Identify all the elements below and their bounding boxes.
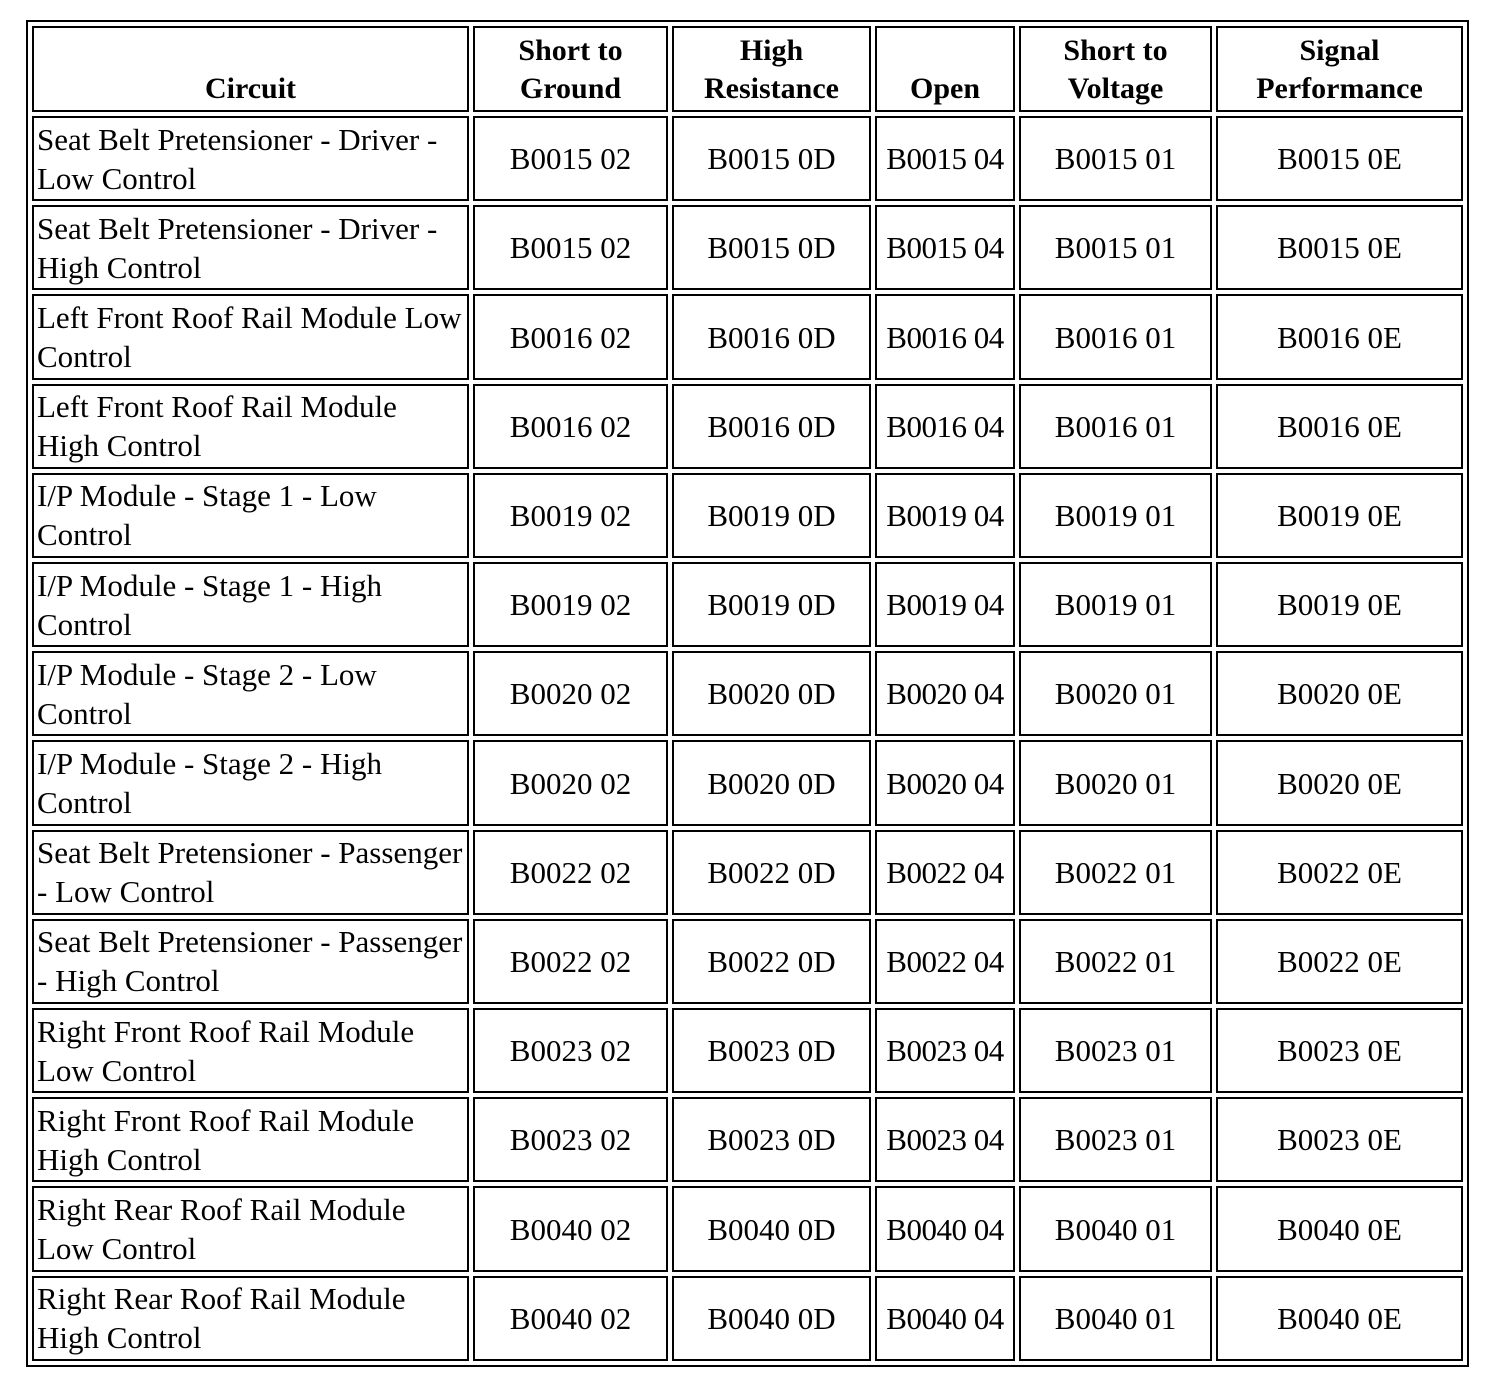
cell-signal-performance: B0023 0E [1216, 1097, 1463, 1182]
cell-signal-performance: B0022 0E [1216, 830, 1463, 915]
cell-high-resistance: B0023 0D [672, 1008, 871, 1093]
cell-short-to-voltage: B0016 01 [1019, 294, 1212, 379]
cell-high-resistance: B0022 0D [672, 919, 871, 1004]
dtc-table [28, 22, 1467, 1365]
cell-open: B0023 04 [875, 1008, 1015, 1093]
table-row [32, 651, 1463, 736]
cell-short-to-ground: B0040 02 [473, 1276, 668, 1361]
cell-short-to-voltage: B0019 01 [1019, 473, 1212, 558]
header-short-to-voltage [1019, 26, 1212, 112]
cell-short-to-ground: B0015 02 [473, 116, 668, 201]
cell-open: B0016 04 [875, 384, 1015, 469]
cell-open: B0040 04 [875, 1186, 1015, 1271]
table-row [32, 116, 1463, 201]
cell-short-to-voltage: B0023 01 [1019, 1097, 1212, 1182]
cell-short-to-voltage: B0016 01 [1019, 384, 1212, 469]
table-row [32, 473, 1463, 558]
cell-signal-performance: B0040 0E [1216, 1276, 1463, 1361]
cell-high-resistance: B0015 0D [672, 205, 871, 290]
cell-short-to-ground: B0016 02 [473, 384, 668, 469]
cell-signal-performance: B0023 0E [1216, 1008, 1463, 1093]
cell-high-resistance: B0020 0D [672, 651, 871, 736]
table-row [32, 740, 1463, 825]
header-short-to-ground-line1: Short to [518, 34, 623, 67]
cell-circuit: Right Rear Roof Rail Module High Control [32, 1276, 469, 1361]
dtc-table-container [26, 20, 1469, 1367]
header-signal-performance-line2: Performance [1256, 72, 1423, 105]
cell-signal-performance: B0015 0E [1216, 205, 1463, 290]
cell-open: B0015 04 [875, 205, 1015, 290]
cell-signal-performance: B0019 0E [1216, 562, 1463, 647]
header-short-to-ground-line2: Ground [519, 72, 622, 105]
cell-short-to-ground: B0022 02 [473, 919, 668, 1004]
cell-short-to-ground: B0022 02 [473, 830, 668, 915]
header-circuit-label: Circuit [204, 72, 297, 105]
cell-circuit: Right Front Roof Rail Module Low Control [32, 1008, 469, 1093]
cell-short-to-voltage: B0020 01 [1019, 740, 1212, 825]
header-circuit [32, 26, 469, 112]
cell-high-resistance: B0015 0D [672, 116, 871, 201]
header-high-resistance [672, 26, 871, 112]
cell-circuit: Left Front Roof Rail Module High Control [32, 384, 469, 469]
cell-circuit: I/P Module - Stage 2 - High Control [32, 740, 469, 825]
table-row [32, 830, 1463, 915]
cell-open: B0019 04 [875, 562, 1015, 647]
cell-open: B0040 04 [875, 1276, 1015, 1361]
cell-short-to-voltage: B0019 01 [1019, 562, 1212, 647]
table-body [32, 116, 1463, 1361]
cell-open: B0022 04 [875, 830, 1015, 915]
cell-high-resistance: B0016 0D [672, 384, 871, 469]
table-row [32, 294, 1463, 379]
cell-short-to-voltage: B0040 01 [1019, 1276, 1212, 1361]
cell-short-to-voltage: B0022 01 [1019, 830, 1212, 915]
header-open-label: Open [909, 72, 981, 105]
header-signal-performance [1216, 26, 1463, 112]
cell-high-resistance: B0022 0D [672, 830, 871, 915]
cell-short-to-ground: B0023 02 [473, 1097, 668, 1182]
cell-short-to-ground: B0020 02 [473, 651, 668, 736]
cell-short-to-voltage: B0015 01 [1019, 116, 1212, 201]
cell-signal-performance: B0040 0E [1216, 1186, 1463, 1271]
cell-high-resistance: B0019 0D [672, 473, 871, 558]
cell-short-to-ground: B0015 02 [473, 205, 668, 290]
cell-signal-performance: B0016 0E [1216, 384, 1463, 469]
table-row [32, 1097, 1463, 1182]
table-row [32, 205, 1463, 290]
cell-high-resistance: B0020 0D [672, 740, 871, 825]
header-row [32, 26, 1463, 112]
cell-circuit: I/P Module - Stage 1 - High Control [32, 562, 469, 647]
cell-signal-performance: B0019 0E [1216, 473, 1463, 558]
table-row [32, 1186, 1463, 1271]
cell-short-to-voltage: B0040 01 [1019, 1186, 1212, 1271]
cell-circuit: Seat Belt Pretensioner - Driver - High Control [32, 205, 469, 290]
cell-short-to-ground: B0019 02 [473, 473, 668, 558]
cell-circuit: Seat Belt Pretensioner - Driver - Low Control [32, 116, 469, 201]
header-short-to-voltage-line2: Voltage [1067, 72, 1164, 105]
cell-high-resistance: B0023 0D [672, 1097, 871, 1182]
header-short-to-voltage-line1: Short to [1063, 34, 1168, 67]
cell-open: B0020 04 [875, 651, 1015, 736]
cell-signal-performance: B0022 0E [1216, 919, 1463, 1004]
table-row [32, 562, 1463, 647]
cell-short-to-ground: B0019 02 [473, 562, 668, 647]
cell-signal-performance: B0016 0E [1216, 294, 1463, 379]
cell-open: B0019 04 [875, 473, 1015, 558]
cell-circuit: Right Rear Roof Rail Module Low Control [32, 1186, 469, 1271]
header-short-to-ground [473, 26, 668, 112]
cell-circuit: I/P Module - Stage 2 - Low Control [32, 651, 469, 736]
header-signal-performance-line1: Signal [1299, 34, 1380, 67]
cell-short-to-ground: B0023 02 [473, 1008, 668, 1093]
table-row [32, 1008, 1463, 1093]
cell-open: B0023 04 [875, 1097, 1015, 1182]
cell-short-to-ground: B0040 02 [473, 1186, 668, 1271]
cell-circuit: Seat Belt Pretensioner - Passenger - High Control [32, 919, 469, 1004]
table-header [32, 26, 1463, 112]
cell-signal-performance: B0020 0E [1216, 651, 1463, 736]
cell-signal-performance: B0015 0E [1216, 116, 1463, 201]
header-open [875, 26, 1015, 112]
cell-signal-performance: B0020 0E [1216, 740, 1463, 825]
cell-circuit: Left Front Roof Rail Module Low Control [32, 294, 469, 379]
cell-open: B0016 04 [875, 294, 1015, 379]
cell-high-resistance: B0016 0D [672, 294, 871, 379]
cell-open: B0022 04 [875, 919, 1015, 1004]
cell-circuit: Right Front Roof Rail Module High Control [32, 1097, 469, 1182]
cell-circuit: I/P Module - Stage 1 - Low Control [32, 473, 469, 558]
table-row [32, 384, 1463, 469]
cell-short-to-ground: B0020 02 [473, 740, 668, 825]
cell-short-to-ground: B0016 02 [473, 294, 668, 379]
header-high-resistance-line2: Resistance [704, 72, 839, 105]
header-high-resistance-line1: High [739, 34, 804, 67]
cell-short-to-voltage: B0015 01 [1019, 205, 1212, 290]
cell-open: B0015 04 [875, 116, 1015, 201]
cell-open: B0020 04 [875, 740, 1015, 825]
cell-short-to-voltage: B0020 01 [1019, 651, 1212, 736]
cell-high-resistance: B0040 0D [672, 1186, 871, 1271]
cell-high-resistance: B0019 0D [672, 562, 871, 647]
cell-high-resistance: B0040 0D [672, 1276, 871, 1361]
table-row [32, 1276, 1463, 1361]
cell-short-to-voltage: B0023 01 [1019, 1008, 1212, 1093]
table-row [32, 919, 1463, 1004]
cell-short-to-voltage: B0022 01 [1019, 919, 1212, 1004]
cell-circuit: Seat Belt Pretensioner - Passenger - Low Control [32, 830, 469, 915]
